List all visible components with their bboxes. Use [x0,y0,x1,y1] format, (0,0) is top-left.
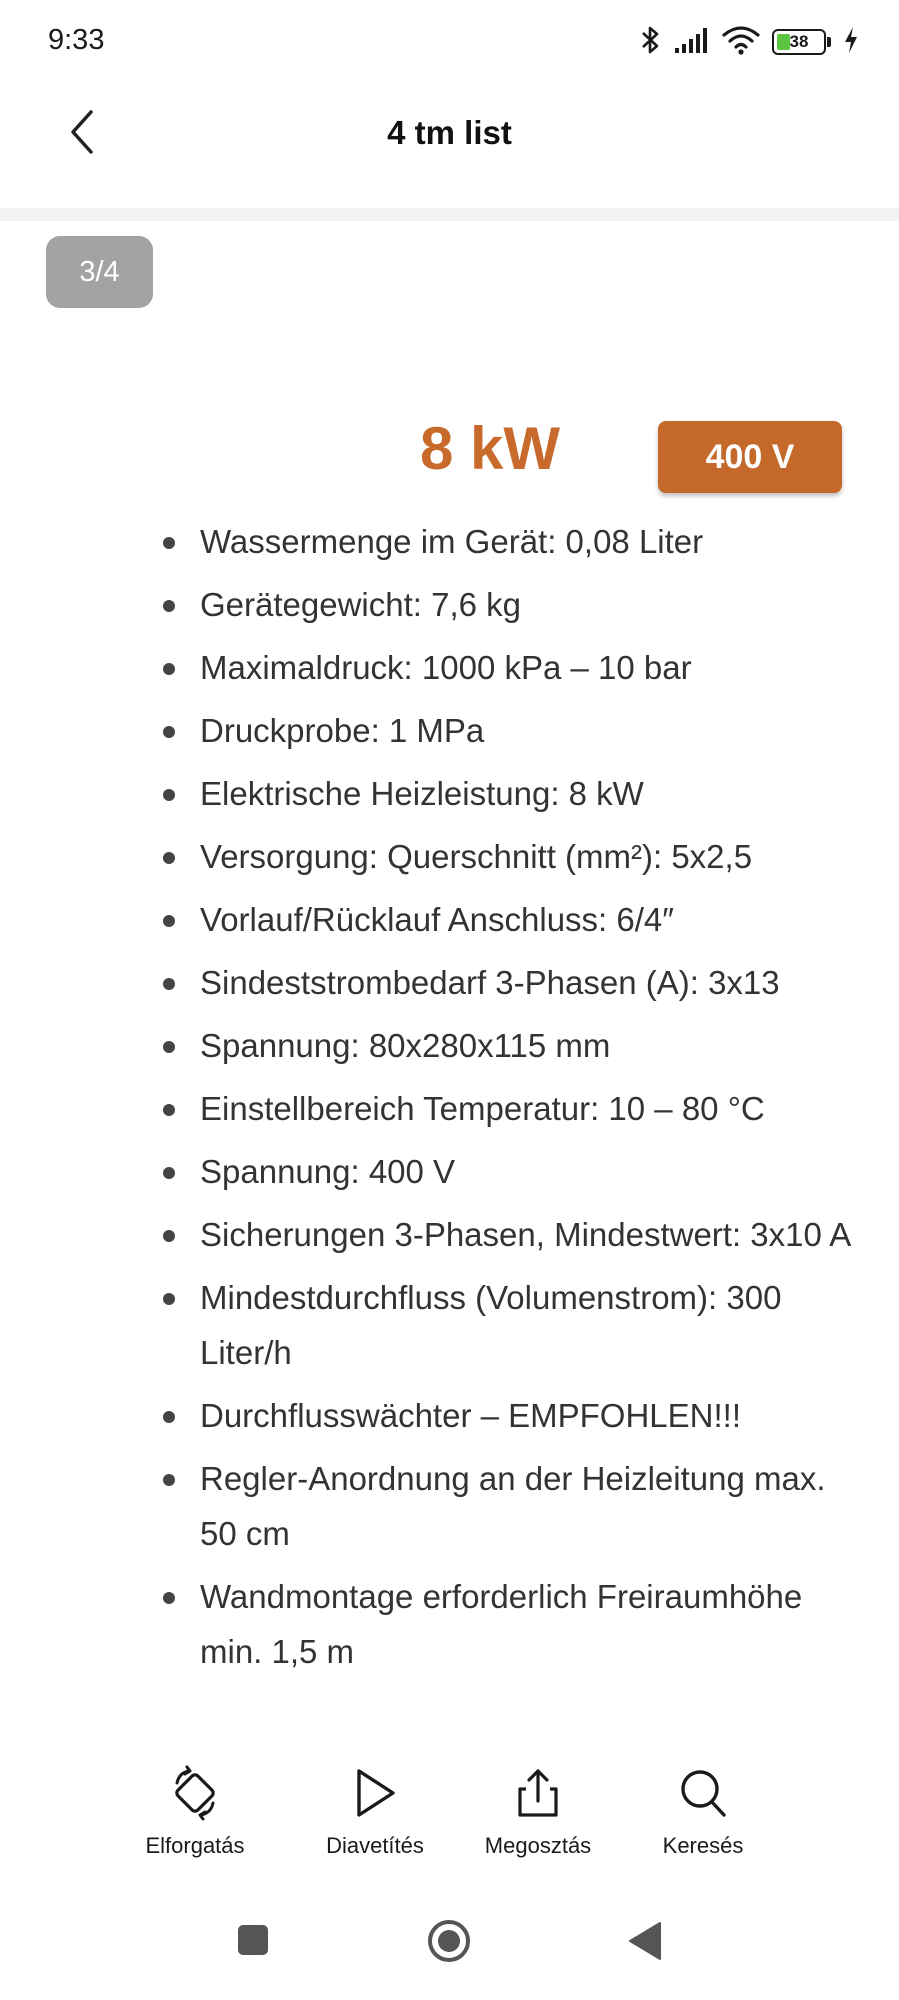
status-time: 9:33 [48,24,105,56]
voltage-badge: 400 V [658,421,842,493]
system-nav-bar [0,1905,899,1985]
bottom-toolbar [0,1765,899,1885]
share-label: Megosztás [484,1833,592,1858]
play-icon [347,1765,403,1821]
spec-item: Maximaldruck: 1000 kPa – 10 bar [160,640,860,695]
rotate-label: Elforgatás [145,1833,245,1858]
app-header [0,82,899,208]
charging-icon [843,26,859,59]
spec-item: Gerätegewicht: 7,6 kg [160,577,860,632]
spec-item: Einstellbereich Temperatur: 10 – 80 °C [160,1081,860,1136]
spec-item: Versorgung: Querschnitt (mm²): 5x2,5 [160,829,860,884]
bluetooth-icon [640,24,662,61]
spec-item: Druckprobe: 1 MPa [160,703,860,758]
share-icon [510,1765,566,1821]
share-button[interactable] [458,1765,618,1859]
spec-item: Spannung: 400 V [160,1144,860,1199]
spec-item: Regler-Anordnung an der Heizleitung max. 50 cm [160,1451,860,1561]
rotate-icon [167,1765,223,1821]
header-divider [0,208,899,221]
slideshow-button[interactable] [295,1765,455,1859]
search-icon [675,1765,731,1821]
spec-item: Elektrische Heizleistung: 8 kW [160,766,860,821]
rotate-button[interactable] [115,1765,275,1859]
battery-icon [772,29,826,55]
signal-icon [674,26,710,59]
battery-percentage: 38 [789,32,809,51]
spec-item: Vorlauf/Rücklauf Anschluss: 6/4″ [160,892,860,947]
spec-item: Durchflusswächter – EMPFOHLEN!!! [160,1388,860,1443]
power-rating: 8 kW [420,415,561,482]
battery-indicator [772,29,831,55]
spec-item: Mindestdurchfluss (Volumenstrom): 300 Liter/h [160,1270,860,1380]
spec-item: Sindeststrombedarf 3-Phasen (A): 3x13 [160,955,860,1010]
search-label: Keresés [662,1833,744,1858]
wifi-icon [722,25,760,60]
page-title: 4 tm list [387,114,512,151]
spec-list [160,514,860,1687]
spec-item: Sicherungen 3-Phasen, Mindestwert: 3x10 A [160,1207,860,1262]
battery-cap [827,37,831,47]
spec-item: Wandmontage erforderlich Freiraumhöhe min. 1,5 m [160,1569,860,1679]
recents-button[interactable] [236,1923,270,1962]
page-indicator: 3/4 [46,236,153,308]
status-icons [640,22,859,62]
back-nav-button[interactable] [628,1921,662,1966]
slideshow-label: Diavetítés [326,1833,424,1858]
battery-fill [777,34,790,50]
search-button[interactable] [623,1765,783,1859]
home-button[interactable] [427,1919,471,1968]
spec-item: Wassermenge im Gerät: 0,08 Liter [160,514,860,569]
status-bar [0,0,899,82]
spec-item: Spannung: 80x280x115 mm [160,1018,860,1073]
